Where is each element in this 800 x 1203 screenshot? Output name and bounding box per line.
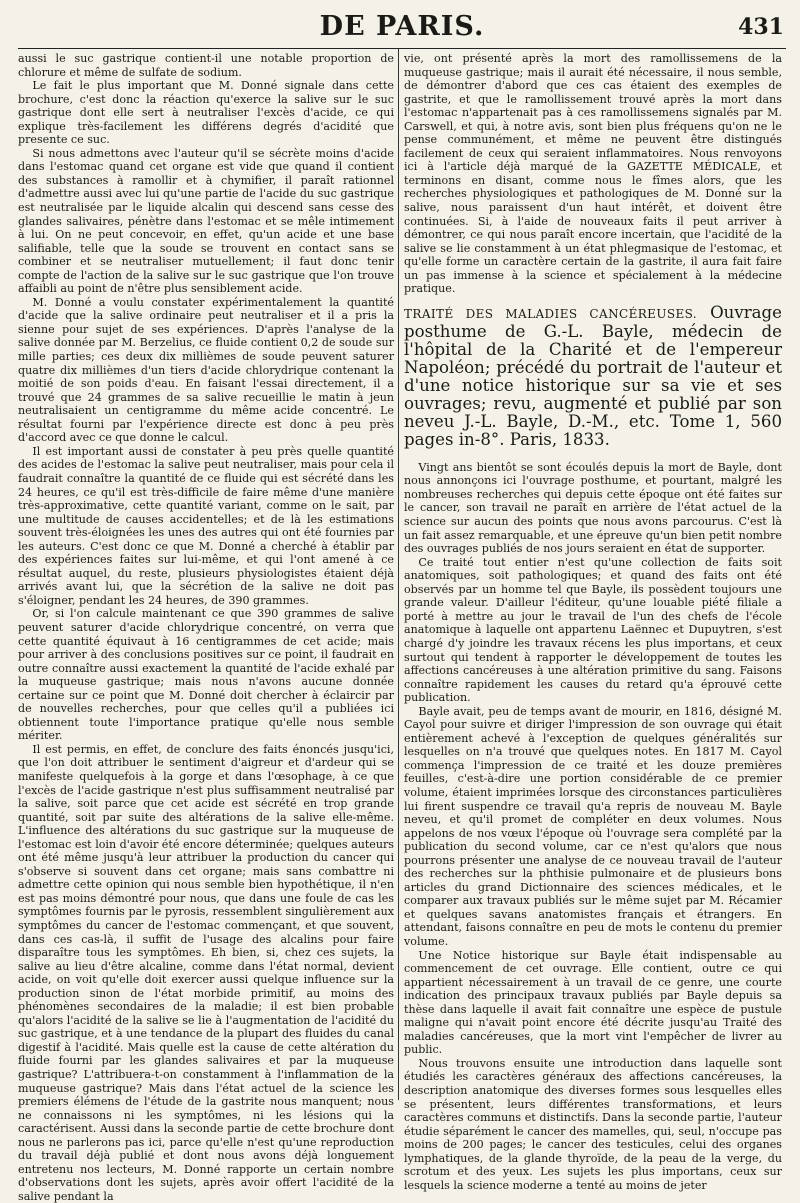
paragraph: Ce traité tout entier n'est qu'une collection de faits soit anatomiques, soit pathologiques; et quand des faits ont été observés par un homme tel que Bayle, ils possèdent toujours une grande valeur. D'ailleur l'éditeur, qu'une louable piété filiale a porté à mettre au jour le travail de l'un des chefs de l'école anatomique à laquelle ont appartenu Laënnec et Dupuytren, s'est chargé d'y joindre les travaux récens les plus importans, et ceux surtout qui tendent à rapporter le développement de toutes les affections cancéreuses à une altération primitive du sang. Faisons connaître rapidement les causes du retard qu'a éprouvé cette publication.	[404, 555, 782, 705]
paragraph: Bayle avait, peu de temps avant de mourir, en 1816, désigné M. Cayol pour suivre et diriger l'impression de son ouvrage qui était entièrement achevé à l'exception de quelques généralités sur lesquelles on n'a trouvé que quelques notes. En 1817 M. Cayol commença l'impression de ce traité et les douze premières feuilles, c'est-à-dire une portion considérable de ce premier volume, étaient imprimées lorsque des circonstances particulières lui firent suspendre ce travail qu'a repris de nouveau M. Bayle neveu, et qu'il promet de compléter en deux volumes. Nous appelons de nos vœux l'époque où l'ouvrage sera complété par la publication du second volume, car ce n'est qu'alors que nous pourrons présenter une analyse de ce nouveau travail de l'auteur des recherches sur la phthisie pulmonaire et de plusieurs bons articles du grand Dictionnaire des sciences médicales, et le comparer aux travaux publiés sur le même sujet par M. Récamier et quelques savans anatomistes français et étrangers. En attendant, faisons connaître en peu de mots le contenu du premier volume.	[404, 704, 782, 948]
paragraph: Le fait le plus important que M. Donné signale dans cette brochure, c'est donc la réaction qu'exerce la salive sur le suc gastrique dont elle sert à neutraliser l'excès d'acide, ce qui explique très-facilement les différens degrés d'acidité que presente ce suc.	[18, 79, 394, 147]
paragraph: aussi le suc gastrique contient-il une notable proportion de chlorure et même de sulfate de sodium.	[18, 52, 394, 79]
page-number: 431	[738, 14, 784, 40]
left-column	[18, 52, 394, 1203]
paragraph: Il est permis, en effet, de conclure des faits énoncés jusqu'ici, que l'on doit attribuer le sentiment d'aigreur et d'ardeur qui se manifeste quelquefois à la gorge et dans l'œsophage, à ce que l'excès de l'acide gastrique n'est plus suffisamment neutralisé par la salive, soit parce que cet acide est sécrété en trop grande quantité, soit par suite des altérations de la salive elle-même. L'influence des altérations du suc gastrique sur la muqueuse de l'estomac est loin d'avoir été encore déterminée; quelques auteurs ont été même jusqu'à leur attribuer la production du cancer qui s'observe si souvent dans cet organe; mais sans combattre ni admettre cette opinion qui nous semble bien hypothétique, il n'en est pas moins démontré pour nous, que dans une foule de cas les symptômes fournis par le pyrosis, ressemblent singulièrement aux symptômes du cancer de l'estomac commençant, et que souvent, dans ces cas-là, il suffit de l'usage des alcalins pour faire disparaître tous les symptômes. Eh bien, si, chez ces sujets, la salive au lieu d'être alcaline, comme dans l'état normal, devient acide, on voit qu'elle doit exercer aussi quelque influence sur la production sinon de l'état morbide primitif, au moins des phénomènes secondaires de la maladie; il est bien probable qu'alors l'acidité de la salive se lie à l'augmentation de l'acidité du suc gastrique, et à une tendance de la plupart des fluides du canal digestif à l'acidité. Mais quelle est la cause de cette altération du fluide fourni par les glandes salivaires et par la muqueuse gastrique? L'attribuera-t-on constamment à l'inflammation de la muqueuse gastrique? Mais dans l'état actuel de la science les premiers élémens de l'étude de la gastrite nous manquent; nous ne connaissons ni les symptômes, ni les lésions qui la caractérisent. Aussi dans la seconde partie de cette brochure dont nous ne parlerons pas ici, parce qu'elle n'est qu'une reproduction du travail déjà publié et dont nous avons déjà longuement entretenu nos lecteurs, M. Donné rapporte un certain nombre d'observations dont les sujets, après avoir offert l'acidité de la salive pendant la	[18, 742, 394, 1203]
column-divider	[398, 48, 399, 1100]
paragraph: M. Donné a voulu constater expérimentalement la quantité d'acide que la salive ordinaire peut neutraliser et il a pris la sienne pour sujet de ses expériences. D'après l'analyse de la salive donnée par M. Berzelius, ce fluide contient 0,2 de soude sur mille parties; ces deux dix millièmes de soude peuvent saturer quatre dix millièmes d'un tiers d'acide chlorydrique contenant la moitié de son poids d'eau. En faisant l'essai directement, il a trouvé que 24 grammes de sa salive recueillie le matin à jeun neutralisaient un centigramme du même acide concentré. Le résultat fourni par l'expérience directe est donc à peu près d'accord avec ce que donne le calcul.	[18, 295, 394, 445]
page-header	[18, 8, 786, 49]
review-heading-label: TRAITÉ DES MALADIES CANCÉREUSES.	[404, 306, 698, 321]
paragraph: Or, si l'on calcule maintenant ce que 390 grammes de salive peuvent saturer d'acide chlorydrique concentré, on verra que cette quantité équivaut à 16 centigrammes de cet acide; mais pour arriver à des conclusions positives sur ce point, il faudrait en outre connaître aussi exactement la quantité de l'acide exhalé par la muqueuse gastrique; mais nous n'avons aucune donnée certaine sur ce point que M. Donné doit chercher à éclaircir par de nouvelles recherches, pour que celles qu'il a publiées ici obtiennent toute l'importance pratique qu'elle nous semble mériter.	[18, 607, 394, 743]
review-heading	[404, 304, 782, 449]
paragraph: Si nous admettons avec l'auteur qu'il se sécrète moins d'acide dans l'estomac quand cet organe est vide que quand il contient des substances à ramollir et à chymifier, il paraît rationnel d'admettre aussi avec lui qu'une partie de l'acide du suc gastrique est neutralisée par le liquide alcalin qui descend sans cesse des glandes salivaires, pénètre dans l'estomac et se mêle intimement à lui. On ne peut concevoir, en effet, qu'un acide et une base salifiable, telle que la soude se trouvent en contact sans se combiner et se neutraliser mutuellement; il faut donc tenir compte de l'action de la salive sur le suc gastrique que l'on trouve affaibli au point de n'être plus sensiblement acide.	[18, 146, 394, 296]
paragraph: Nous trouvons ensuite une introduction dans laquelle sont étudiés les caractères généraux des affections cancéreuses, la description anatomique des diverses formes sous lesquelles elles se présentent, leurs différentes transformations, et leurs caractères communs et distinctifs. Dans la seconde partie, l'auteur étudie séparément le cancer des mamelles, qui, seul, n'occupe pas moins de 200 pages; le cancer des testicules, celui des organes lymphatiques, de la glande thyroïde, de la peau de la verge, du scrotum et des yeux. Les sujets les plus importans, ceux sur lesquels la science moderne a tenté au moins de jeter	[404, 1056, 782, 1192]
paragraph: vie, ont présenté après la mort des ramollissemens de la muqueuse gastrique; mais il aurait été nécessaire, il nous semble, de démontrer d'abord que ces cas étaient des exemples de gastrite, et que le ramollissement trouvé après la mort dans l'estomac n'appartenait pas à ces ramollissemens signalés par M. Carswell, et qui, à notre avis, sont bien plus fréquens qu'on ne le pense communément, et même ne peuvent être distingués facilement de ceux qui seraient inflammatoires. Nous renvoyons ici à l'article déjà marqué de la GAZETTE MÉDICALE, et terminons en disant, comme nous le fîmes alors, que les recherches physiologiques et pathologiques de M. Donné sur la salive, nous paraissent d'un haut intérêt, et doivent être continuées. Si, à l'aide de nouveaux faits il peut arriver à démontrer, ce qui nous paraît encore incertain, que l'acidité de la salive se lie constamment à un état phlegmasique de l'estomac, et qu'elle forme un caractère certain de la gastrite, il aura fait faire un pas immense à la science et spécialement à la médecine pratique.	[404, 52, 782, 296]
right-column	[404, 52, 782, 1192]
paragraph: Il est important aussi de constater à peu près quelle quantité des acides de l'estomac la salive peut neutraliser, mais pour cela il faudrait connaître la quantité de ce fluide qui est sécrété dans les 24 heures, ce qu'il est très-difficile de faire même d'une manière très-approximative, cette quantité variant, comme on le sait, par une multitude de causes accidentelles; et de là les estimations souvent très-éloignées les unes des autres qui ont été fournies par les auteurs. C'est donc ce que M. Donné a cherché à établir par des expériences faites sur lui-même, et qui l'ont amené à ce résultat auquel, du reste, plusieurs physiologistes étaient déjà arrivés avant lui, que la sécrétion de la salive ne doit pas s'éloigner, pendant les 24 heures, de 390 grammes.	[18, 444, 394, 607]
paragraph: Une Notice historique sur Bayle était indispensable au commencement de cet ouvrage. Elle contient, outre ce qui appartient nécessairement à un travail de ce genre, une courte indication des principaux travaux publiés par Bayle depuis sa thèse dans laquelle il avait fait connaître une espèce de pustule maligne qui n'avait point encore été décrite jusqu'au Traité des maladies cancéreuses, que la mort vint l'empêcher de livrer au public.	[404, 948, 782, 1057]
review-heading-text: Ouvrage posthume de G.-L. Bayle, médecin de l'hôpital de la Charité et de l'empereur Napoléon; précédé du portrait de l'auteur et d'une notice historique sur sa vie et ses ouvrages; revu, augmenté et publié par son neveu J.-L. Bayle, D.-M., etc. Tome 1, 560 pages in-8°. Paris, 1833.	[404, 302, 782, 449]
paragraph: Vingt ans bientôt se sont écoulés depuis la mort de Bayle, dont nous annonçons ici l'ouvrage posthume, et pourtant, malgré les nombreuses recherches qui depuis cette époque ont été faites sur le cancer, son travail ne paraît en arrière de l'état actuel de la science sur aucun des points que nous avons parcourus. C'est là un fait assez remarquable, et une épreuve qu'un bien petit nombre des ouvrages publiés de nos jours seraient en état de supporter.	[404, 460, 782, 556]
running-title: DE PARIS.	[319, 11, 485, 42]
